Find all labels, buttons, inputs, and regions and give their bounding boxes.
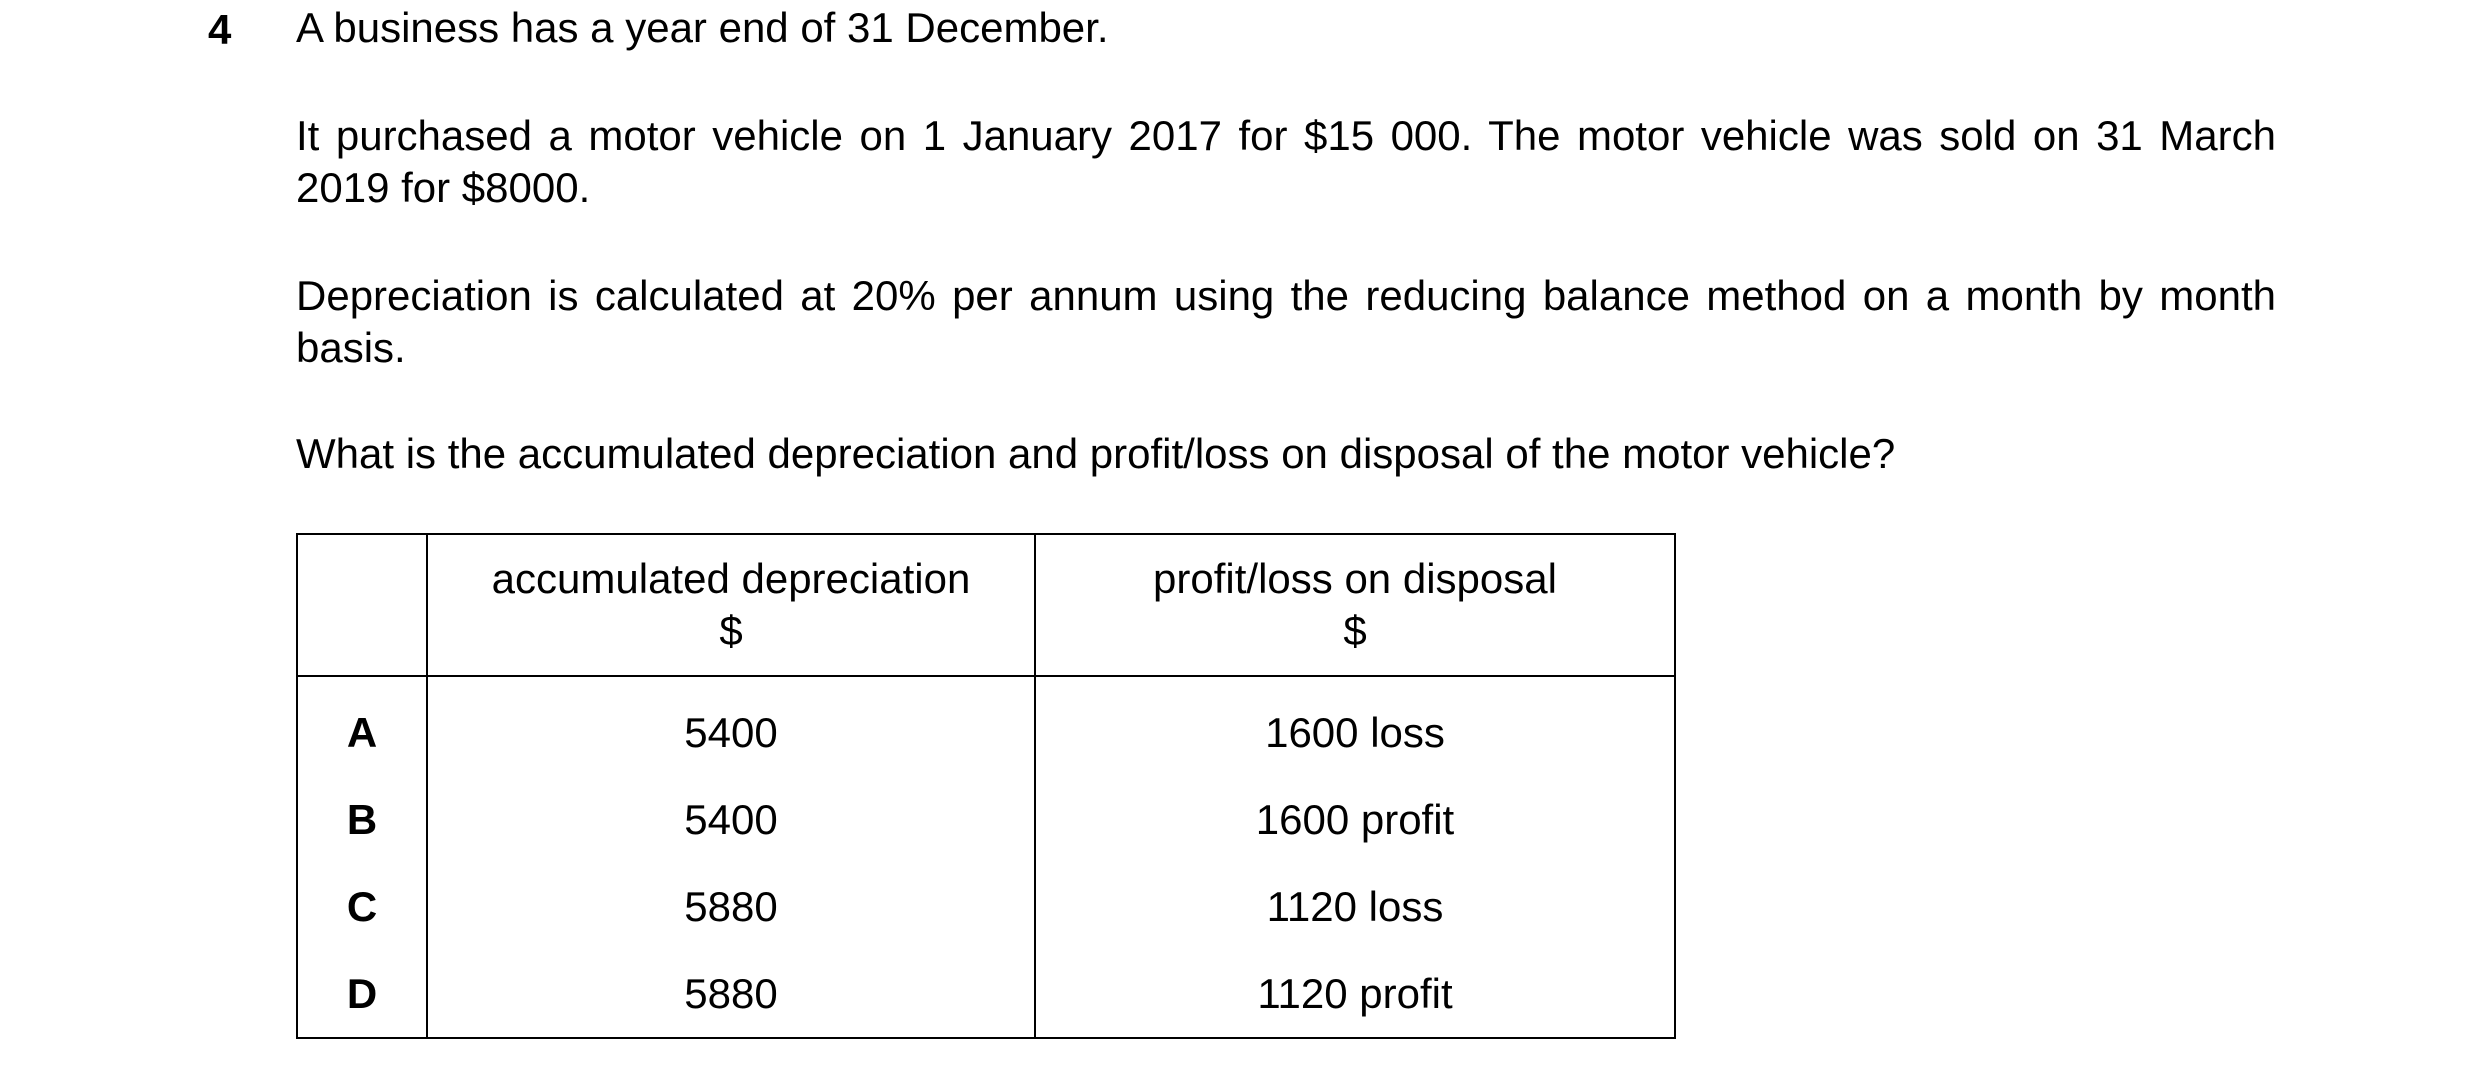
- header-accumulated-depreciation: [427, 534, 1035, 676]
- answer-options-table: [296, 533, 1676, 1039]
- table-row[interactable]: [297, 863, 1675, 950]
- option-letter[interactable]: C: [297, 863, 427, 950]
- accumulated-depreciation-value: 5400: [427, 776, 1035, 863]
- question-depreciation-policy: Depreciation is calculated at 20% per annum using the reducing balance method on a month by month basis.: [296, 272, 2276, 371]
- header-option-cell: [297, 534, 427, 676]
- header-accumulated-depreciation-label: accumulated depreciation: [491, 555, 971, 602]
- header-profit-loss: [1035, 534, 1675, 676]
- question-intro: A business has a year end of 31 December.: [296, 4, 1109, 51]
- header-profit-loss-label: profit/loss on disposal: [1153, 555, 1557, 602]
- table-header-row: [297, 534, 1675, 676]
- question-number: 4: [208, 6, 232, 53]
- table-row[interactable]: [297, 676, 1675, 776]
- header-profit-loss-unit: $: [1343, 607, 1367, 654]
- header-accumulated-depreciation-unit: $: [719, 607, 743, 654]
- table-row[interactable]: [297, 776, 1675, 863]
- profit-loss-value: 1120 profit: [1035, 950, 1675, 1038]
- option-letter[interactable]: A: [297, 676, 427, 776]
- accumulated-depreciation-value: 5880: [427, 863, 1035, 950]
- profit-loss-value: 1600 loss: [1035, 676, 1675, 776]
- accumulated-depreciation-value: 5400: [427, 676, 1035, 776]
- question-purchase-details: It purchased a motor vehicle on 1 January 2017 for $15 000. The motor vehicle was sold on 31 March 2019 for $8000.: [296, 112, 2276, 211]
- question-prompt: What is the accumulated depreciation and profit/loss on disposal of the motor vehicle?: [296, 430, 1896, 477]
- profit-loss-value: 1600 profit: [1035, 776, 1675, 863]
- option-letter[interactable]: B: [297, 776, 427, 863]
- table-row[interactable]: [297, 950, 1675, 1038]
- profit-loss-value: 1120 loss: [1035, 863, 1675, 950]
- accumulated-depreciation-value: 5880: [427, 950, 1035, 1038]
- option-letter[interactable]: D: [297, 950, 427, 1038]
